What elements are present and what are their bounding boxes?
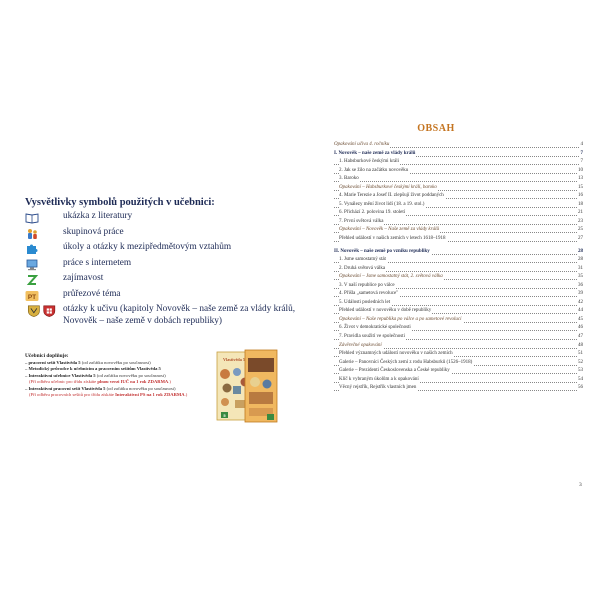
toc-entry (334, 256, 583, 265)
toc-entry (334, 367, 583, 376)
toc-entry-title: I. Novověk – naše země za vlády králů (334, 150, 416, 159)
toc-entry-page: 13 (577, 175, 583, 184)
legend-label: práce s internetem (63, 257, 132, 268)
toc-entry-title: 3. V naší republice po válce (339, 282, 396, 291)
z-icon (25, 274, 39, 286)
legend-list (25, 211, 300, 332)
toc-entry (334, 218, 583, 227)
supplements-block (25, 353, 215, 398)
toc-entry-title: 6. Přichází 2. polovina 19. století (339, 209, 406, 218)
toc-entry (334, 359, 583, 368)
toc-entry-page: 7 (580, 158, 584, 167)
toc-entry-page: 46 (577, 324, 583, 333)
note-pre: (Pří odběru učebnic pro třídu získáte (29, 379, 98, 385)
toc-entry-title: 7. Pravidla soužití ve společnosti (339, 333, 406, 342)
toc-entry-page: 10 (577, 167, 583, 176)
toc-entry-title: Závěrečné opakování (339, 342, 383, 351)
toc-entry (334, 316, 583, 325)
toc-entry (334, 201, 583, 210)
toc-entry-page: 15 (577, 184, 583, 193)
toc-entry-title: 6. Život v demokratické společnosti (339, 324, 412, 333)
toc-entry (334, 184, 583, 193)
toc-entry (334, 192, 583, 201)
toc-entry-page: 52 (577, 359, 583, 368)
toc-entry-title: Věcný rejstřík, Rejstřík vlastních jmen (339, 384, 417, 393)
book-cover-label: 5 (223, 413, 226, 418)
toc-entry (334, 307, 583, 316)
note-pre: (Pří odběru pracovních sešitů pro třídu získáte (29, 391, 116, 397)
book-icon (25, 212, 39, 224)
toc-entry-page: 47 (577, 333, 583, 342)
toc-entry-page: 56 (577, 384, 583, 393)
legend-label: úkoly a otázky k mezipředmětovým vztahům (63, 242, 232, 252)
toc-dot-leader (334, 181, 583, 182)
toc-section-heading (334, 248, 583, 257)
toc-entry (334, 290, 583, 299)
toc-entry-page: 28 (577, 256, 583, 265)
toc-entry (334, 324, 583, 333)
toc-entry-page: 54 (577, 376, 583, 385)
svg-text:PT: PT (27, 293, 37, 301)
toc-entry (334, 350, 583, 359)
right-page (300, 0, 600, 600)
toc-list (334, 141, 583, 393)
toc-entry-title: Opakování – Jsme samostatný stát, 2. světová válka (339, 273, 444, 282)
legend-item-literature (25, 211, 300, 227)
supplements-title: Učebnici doplňuje: (25, 353, 69, 359)
toc-entry-page: 53 (577, 367, 583, 376)
toc-entry-title: Opakování – Novověk – Naše země za vlády králů (339, 226, 440, 235)
legend-label: skupinová práce (63, 226, 124, 237)
toc-entry (334, 299, 583, 308)
supplement-note (25, 392, 215, 398)
toc-entry (334, 342, 583, 351)
toc-entry-page: 51 (577, 350, 583, 359)
toc-entry-page: 21 (577, 209, 583, 218)
legend-item-cross-curricular (25, 242, 300, 258)
toc-entry-page: 16 (577, 192, 583, 201)
toc-entry-title: 2. Druhá světová válka (339, 265, 386, 274)
toc-entry-page: 45 (577, 316, 583, 325)
toc-entry-title: Přehled významných událostí novověku v našich zemích (339, 350, 454, 359)
legend-item-cross-topic (25, 289, 300, 305)
toc-entry-title: 7. První světová válka (339, 218, 384, 227)
legend-item-internet (25, 258, 300, 274)
toc-entry-title: 4. Marie Terezie a Josef II. zlepšují život poddaných (339, 192, 445, 201)
toc-entry (334, 273, 583, 282)
toc-entry-title: Přehled událostí v našich zemích v letech 1618–1918 (339, 235, 447, 244)
note-post: .) (168, 379, 171, 385)
legend-label: otázky k učivu (kapitoly Novověk – naše země za vlády králů, Novověk – naše země v dobách republiky) (63, 304, 296, 326)
legend-item-questions (25, 304, 300, 332)
computer-icon (25, 259, 39, 271)
toc-entry-title: Galerie – Prezidenti Československa a České republiky (339, 367, 451, 376)
toc-entry-title: Galerie – Panovníci Českých zemí z rodu Habsburků (1526–1918) (339, 359, 473, 368)
toc-entry-title: Přehled událostí v novověku v době republiky (339, 307, 432, 316)
note-bold: plnou verzi IUČ na 1 rok ZDARMA (97, 379, 169, 385)
legend-label: ukázka z literatury (63, 211, 133, 221)
legend-label: zajímavost (63, 273, 104, 283)
toc-entry-title: 2. Jak se žilo na začátku novověku (339, 167, 409, 176)
toc-entry-title: Opakování – Habsburkové českými králi, baroko (339, 184, 438, 193)
toc-entry-page: 27 (577, 235, 583, 244)
toc-entry (334, 384, 583, 393)
supplement-desc: (od začátku novověku po současnost) (80, 359, 151, 365)
legend-label: průřezové téma (63, 288, 121, 299)
coat-of-arms-icon (25, 305, 59, 317)
legend-title: Vysvětlivky symbolů použitých v učebnici: (25, 197, 215, 208)
supplement-name: – Interaktivní učebnice Vlastivěda 5 (25, 372, 96, 378)
note-bold: Interaktivní PS na 1 rok ZDARMA (115, 391, 185, 397)
supplement-name: – pracovní sešit Vlastivěda 5 (25, 359, 81, 365)
pt-icon (25, 290, 39, 302)
toc-section-heading (334, 150, 583, 159)
toc-entry-page: 48 (577, 342, 583, 351)
toc-entry-title: Klíč k vybraným úkolům a k opakování (339, 376, 420, 385)
toc-entry-title: Opakování – Naše republika po válce a po sametové revoluci (339, 316, 463, 325)
toc-entry-page: 44 (577, 307, 583, 316)
toc-entry (334, 376, 583, 385)
supplement-name: – Interaktivní pracovní sešit Vlastivěda 5 (25, 385, 106, 391)
toc-entry-title: Opakování učiva 4. ročníku (334, 141, 390, 150)
supplement-desc: (od začátku novověku po současnost) (105, 385, 176, 391)
puzzle-icon (25, 243, 39, 255)
toc-title: OBSAH (417, 123, 455, 134)
toc-entry (334, 158, 583, 167)
toc-entry (334, 209, 583, 218)
toc-entry (334, 167, 583, 176)
toc-entry-title: 5. Události posledních let (339, 299, 391, 308)
supplement-desc: (od začátku novověku po současnost) (95, 372, 166, 378)
toc-entry-page: 25 (577, 226, 583, 235)
toc-entry-page: 23 (577, 218, 583, 227)
toc-entry-page: 4 (580, 141, 584, 150)
toc-entry (334, 235, 583, 244)
toc-entry (334, 226, 583, 235)
toc-entry-title: 1. Habsburkové českými králi (339, 158, 400, 167)
legend-item-group-work (25, 227, 300, 243)
note-post: .) (184, 391, 188, 397)
toc-entry (334, 333, 583, 342)
toc-entry (334, 175, 583, 184)
toc-entry-title: 5. Vynálezy mění život lidí (18. a 19. stol.) (339, 201, 425, 210)
page-number: 3 (579, 482, 582, 488)
supplement-name: – Metodický průvodce k učebnicím a pracovním sešitům Vlastivěda 5 (25, 366, 161, 372)
toc-entry-page: 39 (577, 290, 583, 299)
toc-entry (334, 282, 583, 291)
toc-entry-title: 4. Přišla „sametová revoluce" (339, 290, 399, 299)
toc-entry-title: 1. Jsme samostatný stát (339, 256, 387, 265)
toc-entry-page: 28 (577, 248, 583, 257)
toc-entry-page: 42 (577, 299, 583, 308)
toc-entry-page: 7 (580, 150, 584, 159)
toc-entry-title: 3. Baroko (339, 175, 360, 184)
legend-item-interesting-fact (25, 273, 300, 289)
group-icon (25, 228, 39, 240)
toc-entry-title: II. Novověk – naše země po vzniku republiky (334, 248, 431, 257)
toc-entry (334, 265, 583, 274)
toc-entry-page: 31 (577, 265, 583, 274)
book-cover-title: Vlastivěda 5 (223, 357, 245, 362)
toc-entry-page: 36 (577, 282, 583, 291)
toc-entry-page: 35 (577, 273, 583, 282)
book-covers-image (215, 348, 279, 424)
toc-entry-page: 18 (577, 201, 583, 210)
toc-entry (334, 141, 583, 150)
